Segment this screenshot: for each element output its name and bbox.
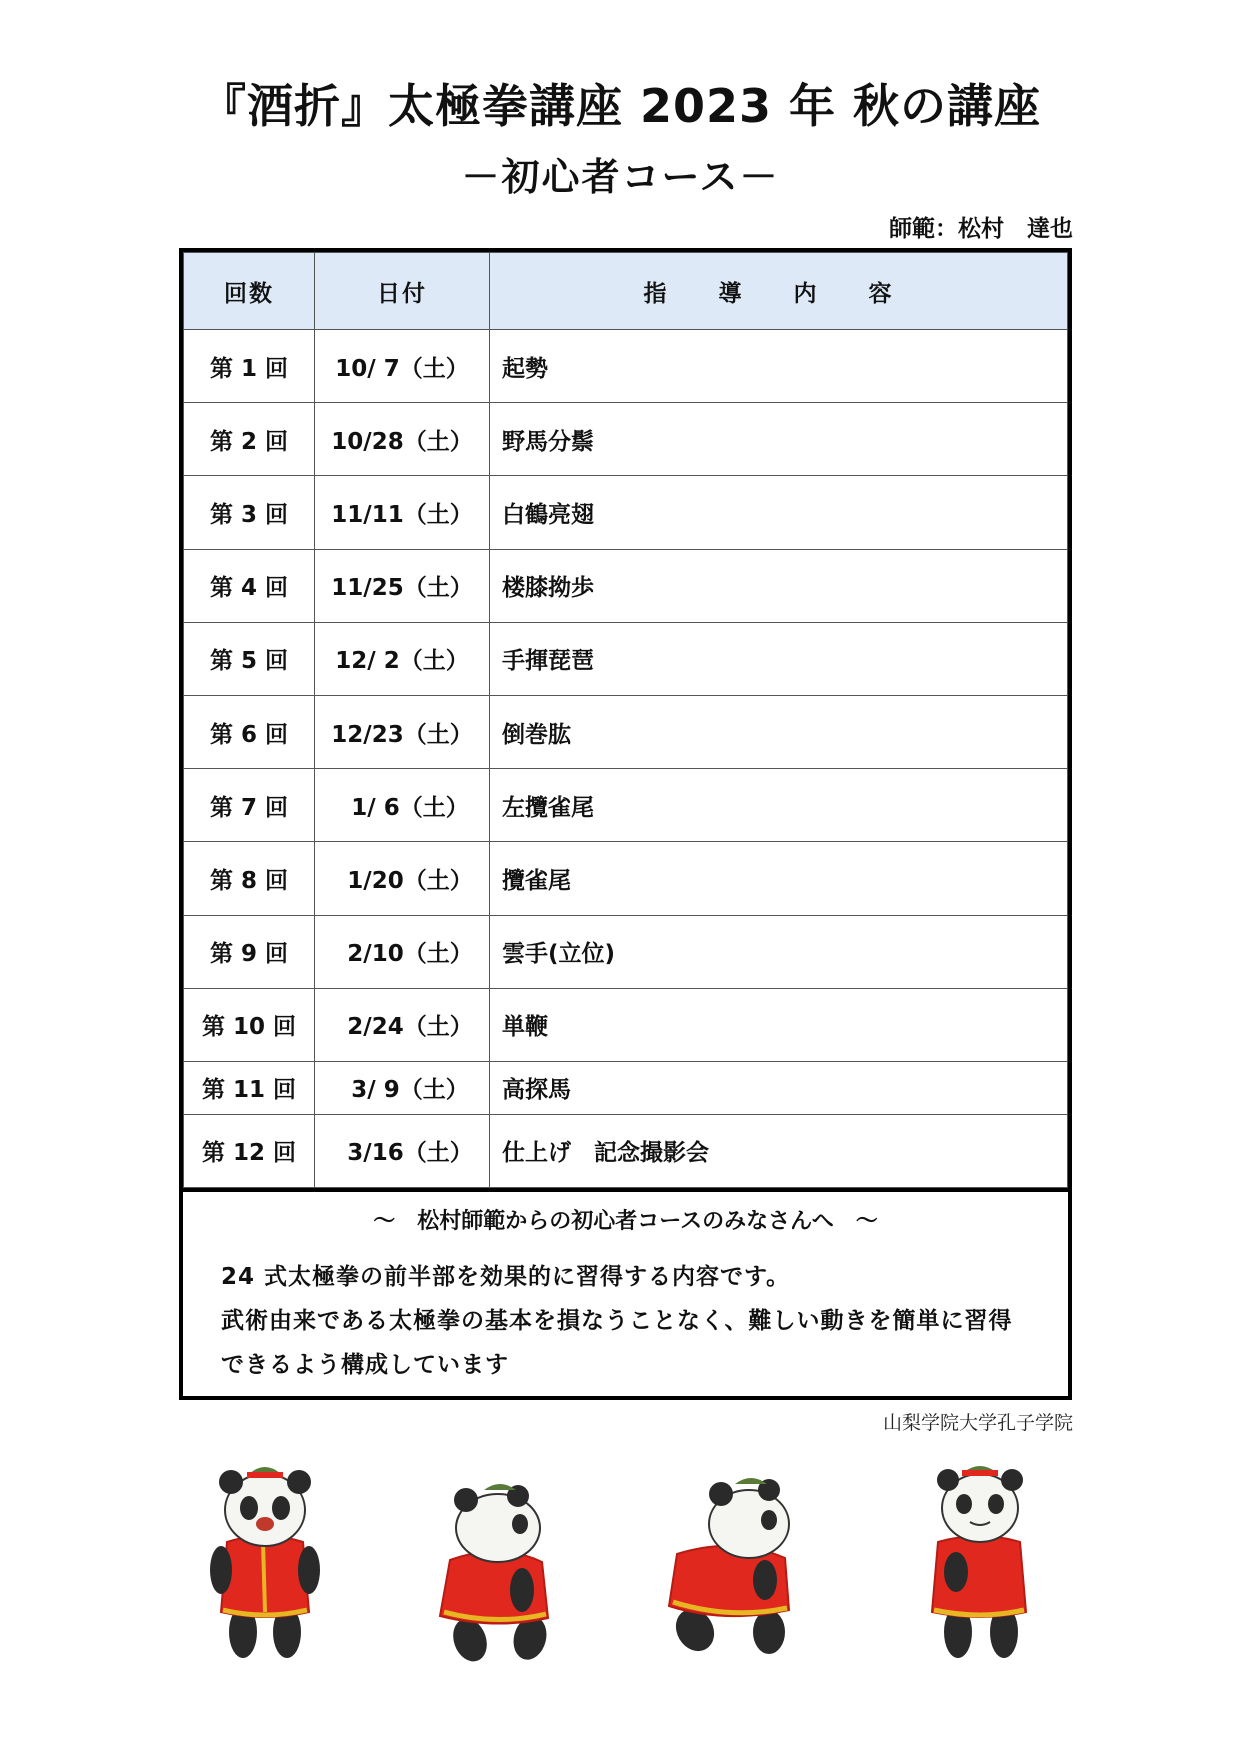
- session-content: 手揮琵琶: [490, 622, 1068, 695]
- session-date: 10/28（土）: [315, 403, 490, 476]
- panda-mascot-icon: [920, 1462, 1040, 1662]
- session-number: 第 2 回: [184, 403, 315, 476]
- table-row: [184, 769, 1068, 842]
- session-content: 白鶴亮翅: [490, 476, 1068, 549]
- table-row: [184, 915, 1068, 988]
- table-row: [184, 403, 1068, 476]
- session-content: 野馬分鬃: [490, 403, 1068, 476]
- session-content: 楼膝拗歩: [490, 549, 1068, 622]
- session-date: 3/16（土）: [315, 1114, 490, 1187]
- table-row: [184, 622, 1068, 695]
- session-number: 第 10 回: [184, 988, 315, 1061]
- message-line: できるよう構成しています: [221, 1352, 509, 1378]
- session-date: 11/11（土）: [315, 476, 490, 549]
- table-row: [184, 988, 1068, 1061]
- session-number: 第 5 回: [184, 622, 315, 695]
- session-content: 雲手(立位): [490, 915, 1068, 988]
- instructor-name: 師範：松村 達也: [889, 216, 1073, 242]
- session-number: 第 3 回: [184, 476, 315, 549]
- column-header-date: 日付: [315, 253, 490, 330]
- panda-mascot-icon: [430, 1478, 570, 1668]
- schedule-table: [179, 248, 1072, 1192]
- session-date: 2/24（土）: [315, 988, 490, 1061]
- table-row: [184, 695, 1068, 768]
- message-box: [179, 1192, 1072, 1400]
- session-content: 左攬雀尾: [490, 769, 1068, 842]
- session-content: 倒巻肱: [490, 695, 1068, 768]
- panda-mascot-icon: [205, 1462, 325, 1662]
- page-subtitle: －初心者コース－: [461, 155, 780, 199]
- session-content: 起勢: [490, 330, 1068, 403]
- session-number: 第 7 回: [184, 769, 315, 842]
- table-row: [184, 842, 1068, 915]
- table-header-row: [184, 253, 1068, 330]
- message-heading: ～ 松村師範からの初心者コースのみなさんへ ～: [373, 1209, 878, 1234]
- table-row: [184, 330, 1068, 403]
- session-content: 仕上げ 記念撮影会: [490, 1114, 1068, 1187]
- session-content: 攬雀尾: [490, 842, 1068, 915]
- session-date: 10/ 7（土）: [315, 330, 490, 403]
- table-row: [184, 549, 1068, 622]
- session-number: 第 1 回: [184, 330, 315, 403]
- column-header-content: 指 導 内 容: [490, 253, 1068, 330]
- session-date: 3/ 9（土）: [315, 1061, 490, 1114]
- session-date: 11/25（土）: [315, 549, 490, 622]
- message-line: 武術由来である太極拳の基本を損なうことなく、難しい動きを簡単に習得: [221, 1308, 1013, 1334]
- session-date: 1/ 6（土）: [315, 769, 490, 842]
- table-row: [184, 476, 1068, 549]
- session-date: 1/20（土）: [315, 842, 490, 915]
- session-date: 12/ 2（土）: [315, 622, 490, 695]
- panda-mascot-icon: [665, 1470, 815, 1660]
- table-row: [184, 1114, 1068, 1187]
- session-number: 第 6 回: [184, 695, 315, 768]
- table-row: [184, 1061, 1068, 1114]
- session-number: 第 4 回: [184, 549, 315, 622]
- session-number: 第 9 回: [184, 915, 315, 988]
- session-content: 高探馬: [490, 1061, 1068, 1114]
- session-content: 単鞭: [490, 988, 1068, 1061]
- session-number: 第 11 回: [184, 1061, 315, 1114]
- message-line: 24 式太極拳の前半部を効果的に習得する内容です。: [221, 1264, 791, 1290]
- session-date: 12/23（土）: [315, 695, 490, 768]
- institution-name: 山梨学院大学孔子学院: [882, 1412, 1073, 1434]
- page-title: 『酒折』太極拳講座 2023 年 秋の講座: [199, 79, 1042, 133]
- session-number: 第 12 回: [184, 1114, 315, 1187]
- session-number: 第 8 回: [184, 842, 315, 915]
- column-header-session: 回数: [184, 253, 315, 330]
- session-date: 2/10（土）: [315, 915, 490, 988]
